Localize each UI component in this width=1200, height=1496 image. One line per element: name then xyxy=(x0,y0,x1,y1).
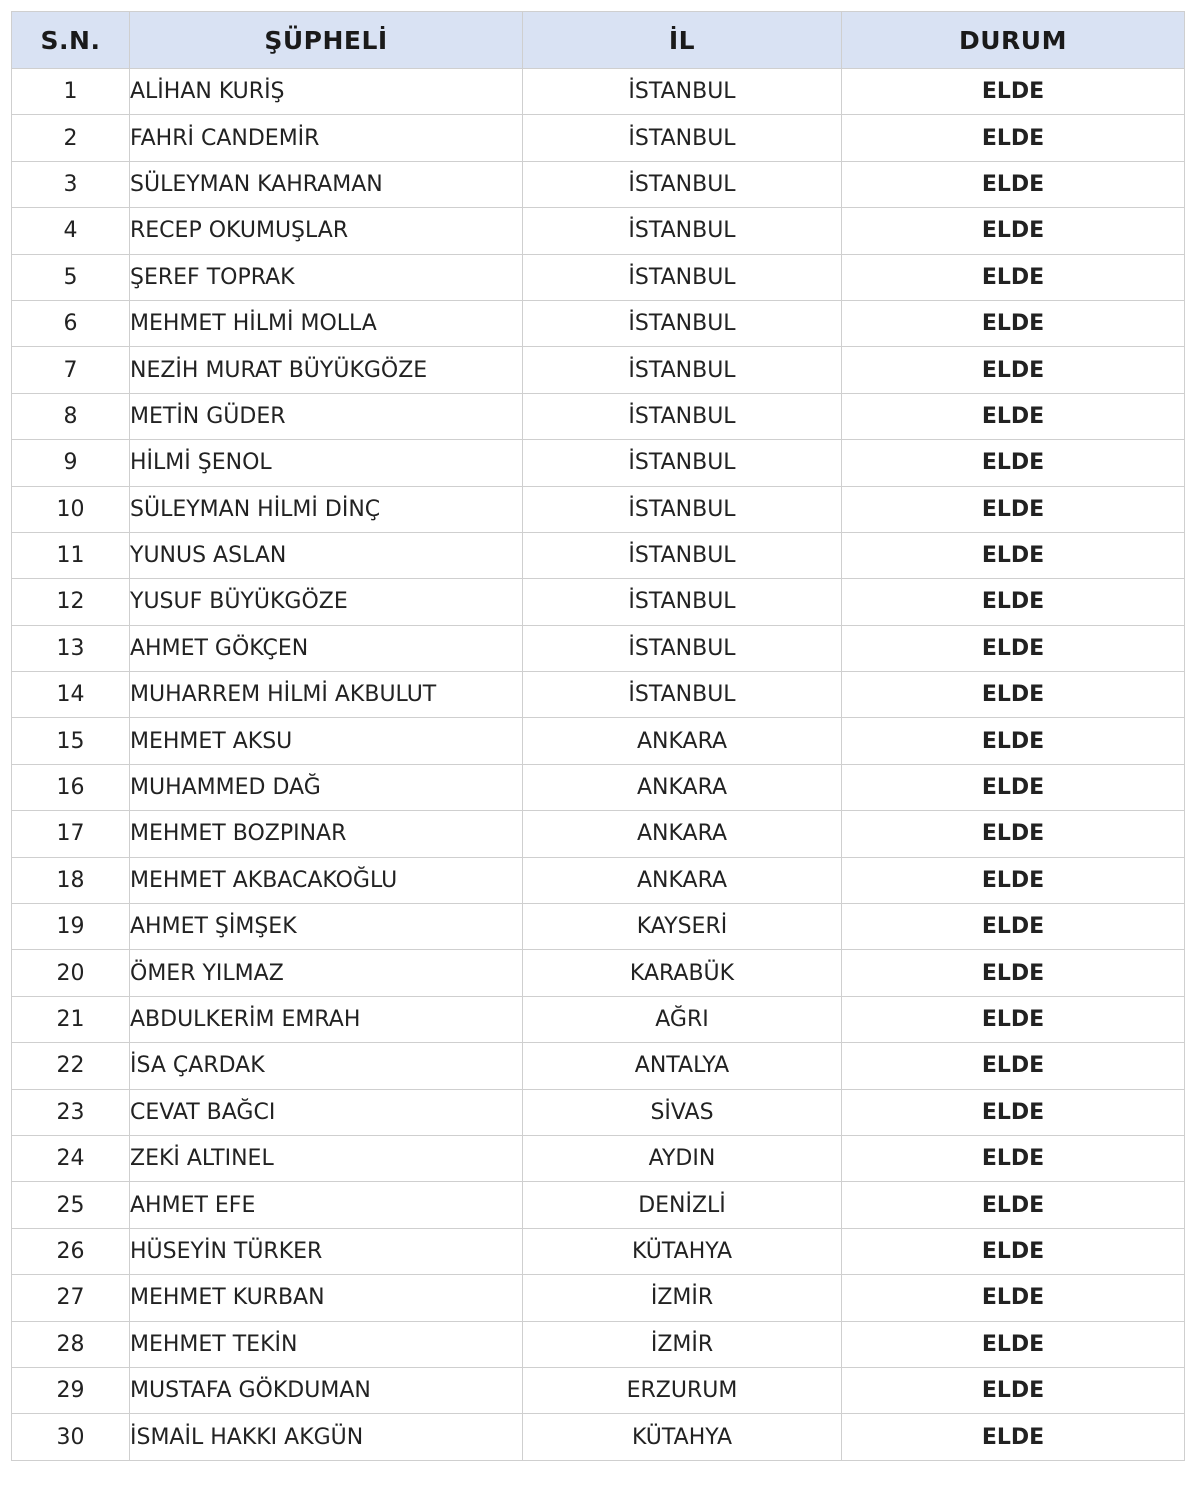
row-suspect-name-cell: SÜLEYMAN HİLMİ DİNÇ xyxy=(130,486,523,532)
row-sn-cell: 27 xyxy=(12,1275,130,1321)
row-suspect-name-cell: HÜSEYİN TÜRKER xyxy=(130,1228,523,1274)
row-status-cell: ELDE xyxy=(842,1182,1185,1228)
row-status-cell: ELDE xyxy=(842,532,1185,578)
row-suspect-name-cell: CEVAT BAĞCI xyxy=(130,1089,523,1135)
row-city-cell: SİVAS xyxy=(523,1089,842,1135)
row-suspect-name-cell: MUHARREM HİLMİ AKBULUT xyxy=(130,672,523,718)
header-status: DURUM xyxy=(842,12,1185,69)
table-row xyxy=(12,904,1185,950)
table-row xyxy=(12,532,1185,578)
row-suspect-name-cell: İSMAİL HAKKI AKGÜN xyxy=(130,1414,523,1460)
table-row xyxy=(12,347,1185,393)
row-suspect-name-cell: YUNUS ASLAN xyxy=(130,532,523,578)
table-row xyxy=(12,718,1185,764)
table-row xyxy=(12,672,1185,718)
table-row xyxy=(12,115,1185,161)
row-status-cell: ELDE xyxy=(842,1228,1185,1274)
header-city: İL xyxy=(523,12,842,69)
row-city-cell: KÜTAHYA xyxy=(523,1228,842,1274)
row-status-cell: ELDE xyxy=(842,1321,1185,1367)
row-sn-cell: 1 xyxy=(12,69,130,115)
table-row xyxy=(12,1275,1185,1321)
table-row xyxy=(12,208,1185,254)
row-city-cell: DENİZLİ xyxy=(523,1182,842,1228)
row-status-cell: ELDE xyxy=(842,1414,1185,1460)
row-city-cell: AĞRI xyxy=(523,996,842,1042)
row-sn-cell: 21 xyxy=(12,996,130,1042)
row-sn-cell: 2 xyxy=(12,115,130,161)
row-suspect-name-cell: YUSUF BÜYÜKGÖZE xyxy=(130,579,523,625)
row-suspect-name-cell: METİN GÜDER xyxy=(130,393,523,439)
row-sn-cell: 15 xyxy=(12,718,130,764)
row-sn-cell: 4 xyxy=(12,208,130,254)
row-status-cell: ELDE xyxy=(842,1275,1185,1321)
row-status-cell: ELDE xyxy=(842,904,1185,950)
table-row xyxy=(12,857,1185,903)
row-sn-cell: 28 xyxy=(12,1321,130,1367)
row-status-cell: ELDE xyxy=(842,208,1185,254)
row-status-cell: ELDE xyxy=(842,440,1185,486)
row-city-cell: İSTANBUL xyxy=(523,532,842,578)
row-sn-cell: 18 xyxy=(12,857,130,903)
header-suspect: ŞÜPHELİ xyxy=(130,12,523,69)
table-row xyxy=(12,161,1185,207)
row-city-cell: ANKARA xyxy=(523,857,842,903)
row-status-cell: ELDE xyxy=(842,811,1185,857)
table-row xyxy=(12,1228,1185,1274)
row-suspect-name-cell: AHMET EFE xyxy=(130,1182,523,1228)
row-status-cell: ELDE xyxy=(842,300,1185,346)
row-city-cell: ERZURUM xyxy=(523,1367,842,1413)
row-city-cell: İSTANBUL xyxy=(523,254,842,300)
row-status-cell: ELDE xyxy=(842,857,1185,903)
row-city-cell: İSTANBUL xyxy=(523,393,842,439)
row-status-cell: ELDE xyxy=(842,579,1185,625)
row-suspect-name-cell: ŞEREF TOPRAK xyxy=(130,254,523,300)
row-city-cell: ANKARA xyxy=(523,718,842,764)
row-suspect-name-cell: NEZİH MURAT BÜYÜKGÖZE xyxy=(130,347,523,393)
row-suspect-name-cell: MEHMET KURBAN xyxy=(130,1275,523,1321)
row-status-cell: ELDE xyxy=(842,996,1185,1042)
table-row xyxy=(12,1321,1185,1367)
row-suspect-name-cell: MEHMET BOZPINAR xyxy=(130,811,523,857)
row-sn-cell: 5 xyxy=(12,254,130,300)
row-suspect-name-cell: HİLMİ ŞENOL xyxy=(130,440,523,486)
row-city-cell: ANKARA xyxy=(523,811,842,857)
row-suspect-name-cell: MUSTAFA GÖKDUMAN xyxy=(130,1367,523,1413)
table-row xyxy=(12,1043,1185,1089)
row-city-cell: KARABÜK xyxy=(523,950,842,996)
row-suspect-name-cell: ÖMER YILMAZ xyxy=(130,950,523,996)
row-city-cell: İSTANBUL xyxy=(523,625,842,671)
row-city-cell: İSTANBUL xyxy=(523,579,842,625)
suspects-table xyxy=(11,11,1185,1461)
row-city-cell: İSTANBUL xyxy=(523,486,842,532)
row-city-cell: AYDIN xyxy=(523,1135,842,1181)
row-sn-cell: 3 xyxy=(12,161,130,207)
row-suspect-name-cell: AHMET ŞİMŞEK xyxy=(130,904,523,950)
row-sn-cell: 30 xyxy=(12,1414,130,1460)
row-status-cell: ELDE xyxy=(842,1043,1185,1089)
row-sn-cell: 7 xyxy=(12,347,130,393)
row-city-cell: KÜTAHYA xyxy=(523,1414,842,1460)
header-sn: S.N. xyxy=(12,12,130,69)
row-status-cell: ELDE xyxy=(842,625,1185,671)
row-sn-cell: 23 xyxy=(12,1089,130,1135)
row-sn-cell: 12 xyxy=(12,579,130,625)
row-suspect-name-cell: İSA ÇARDAK xyxy=(130,1043,523,1089)
row-status-cell: ELDE xyxy=(842,1089,1185,1135)
row-suspect-name-cell: MEHMET TEKİN xyxy=(130,1321,523,1367)
row-suspect-name-cell: ZEKİ ALTINEL xyxy=(130,1135,523,1181)
row-city-cell: ANKARA xyxy=(523,764,842,810)
table-row xyxy=(12,625,1185,671)
table-row xyxy=(12,1414,1185,1460)
row-sn-cell: 10 xyxy=(12,486,130,532)
row-suspect-name-cell: RECEP OKUMUŞLAR xyxy=(130,208,523,254)
row-status-cell: ELDE xyxy=(842,764,1185,810)
row-sn-cell: 22 xyxy=(12,1043,130,1089)
table-row xyxy=(12,1089,1185,1135)
table-row xyxy=(12,300,1185,346)
row-city-cell: İSTANBUL xyxy=(523,69,842,115)
table-row xyxy=(12,996,1185,1042)
row-suspect-name-cell: ALİHAN KURİŞ xyxy=(130,69,523,115)
table-row xyxy=(12,1182,1185,1228)
row-sn-cell: 6 xyxy=(12,300,130,346)
row-city-cell: İSTANBUL xyxy=(523,440,842,486)
row-suspect-name-cell: AHMET GÖKÇEN xyxy=(130,625,523,671)
row-status-cell: ELDE xyxy=(842,254,1185,300)
row-sn-cell: 14 xyxy=(12,672,130,718)
row-suspect-name-cell: SÜLEYMAN KAHRAMAN xyxy=(130,161,523,207)
row-sn-cell: 25 xyxy=(12,1182,130,1228)
table-header xyxy=(12,12,1185,69)
row-status-cell: ELDE xyxy=(842,69,1185,115)
row-sn-cell: 29 xyxy=(12,1367,130,1413)
row-city-cell: İZMİR xyxy=(523,1321,842,1367)
row-sn-cell: 11 xyxy=(12,532,130,578)
row-suspect-name-cell: FAHRİ CANDEMİR xyxy=(130,115,523,161)
table-row xyxy=(12,254,1185,300)
row-status-cell: ELDE xyxy=(842,1135,1185,1181)
row-status-cell: ELDE xyxy=(842,347,1185,393)
table-row xyxy=(12,950,1185,996)
table-row xyxy=(12,486,1185,532)
row-sn-cell: 19 xyxy=(12,904,130,950)
row-status-cell: ELDE xyxy=(842,393,1185,439)
table-row xyxy=(12,764,1185,810)
header-row xyxy=(12,12,1185,69)
table-row xyxy=(12,1367,1185,1413)
row-city-cell: İSTANBUL xyxy=(523,300,842,346)
table-body xyxy=(12,69,1185,1461)
row-suspect-name-cell: MUHAMMED DAĞ xyxy=(130,764,523,810)
row-status-cell: ELDE xyxy=(842,486,1185,532)
row-suspect-name-cell: MEHMET AKSU xyxy=(130,718,523,764)
row-status-cell: ELDE xyxy=(842,672,1185,718)
row-status-cell: ELDE xyxy=(842,718,1185,764)
row-city-cell: İZMİR xyxy=(523,1275,842,1321)
row-status-cell: ELDE xyxy=(842,115,1185,161)
row-city-cell: İSTANBUL xyxy=(523,208,842,254)
table-row xyxy=(12,579,1185,625)
row-sn-cell: 16 xyxy=(12,764,130,810)
table-row xyxy=(12,440,1185,486)
row-sn-cell: 13 xyxy=(12,625,130,671)
table-row xyxy=(12,1135,1185,1181)
row-sn-cell: 8 xyxy=(12,393,130,439)
row-city-cell: İSTANBUL xyxy=(523,161,842,207)
row-city-cell: İSTANBUL xyxy=(523,115,842,161)
row-sn-cell: 17 xyxy=(12,811,130,857)
row-sn-cell: 9 xyxy=(12,440,130,486)
row-suspect-name-cell: MEHMET AKBACAKOĞLU xyxy=(130,857,523,903)
table-row xyxy=(12,393,1185,439)
row-suspect-name-cell: MEHMET HİLMİ MOLLA xyxy=(130,300,523,346)
row-status-cell: ELDE xyxy=(842,950,1185,996)
row-status-cell: ELDE xyxy=(842,161,1185,207)
table-row xyxy=(12,811,1185,857)
row-city-cell: ANTALYA xyxy=(523,1043,842,1089)
row-sn-cell: 24 xyxy=(12,1135,130,1181)
row-suspect-name-cell: ABDULKERİM EMRAH xyxy=(130,996,523,1042)
row-city-cell: İSTANBUL xyxy=(523,347,842,393)
row-sn-cell: 26 xyxy=(12,1228,130,1274)
row-city-cell: İSTANBUL xyxy=(523,672,842,718)
table-row xyxy=(12,69,1185,115)
row-status-cell: ELDE xyxy=(842,1367,1185,1413)
row-sn-cell: 20 xyxy=(12,950,130,996)
row-city-cell: KAYSERİ xyxy=(523,904,842,950)
